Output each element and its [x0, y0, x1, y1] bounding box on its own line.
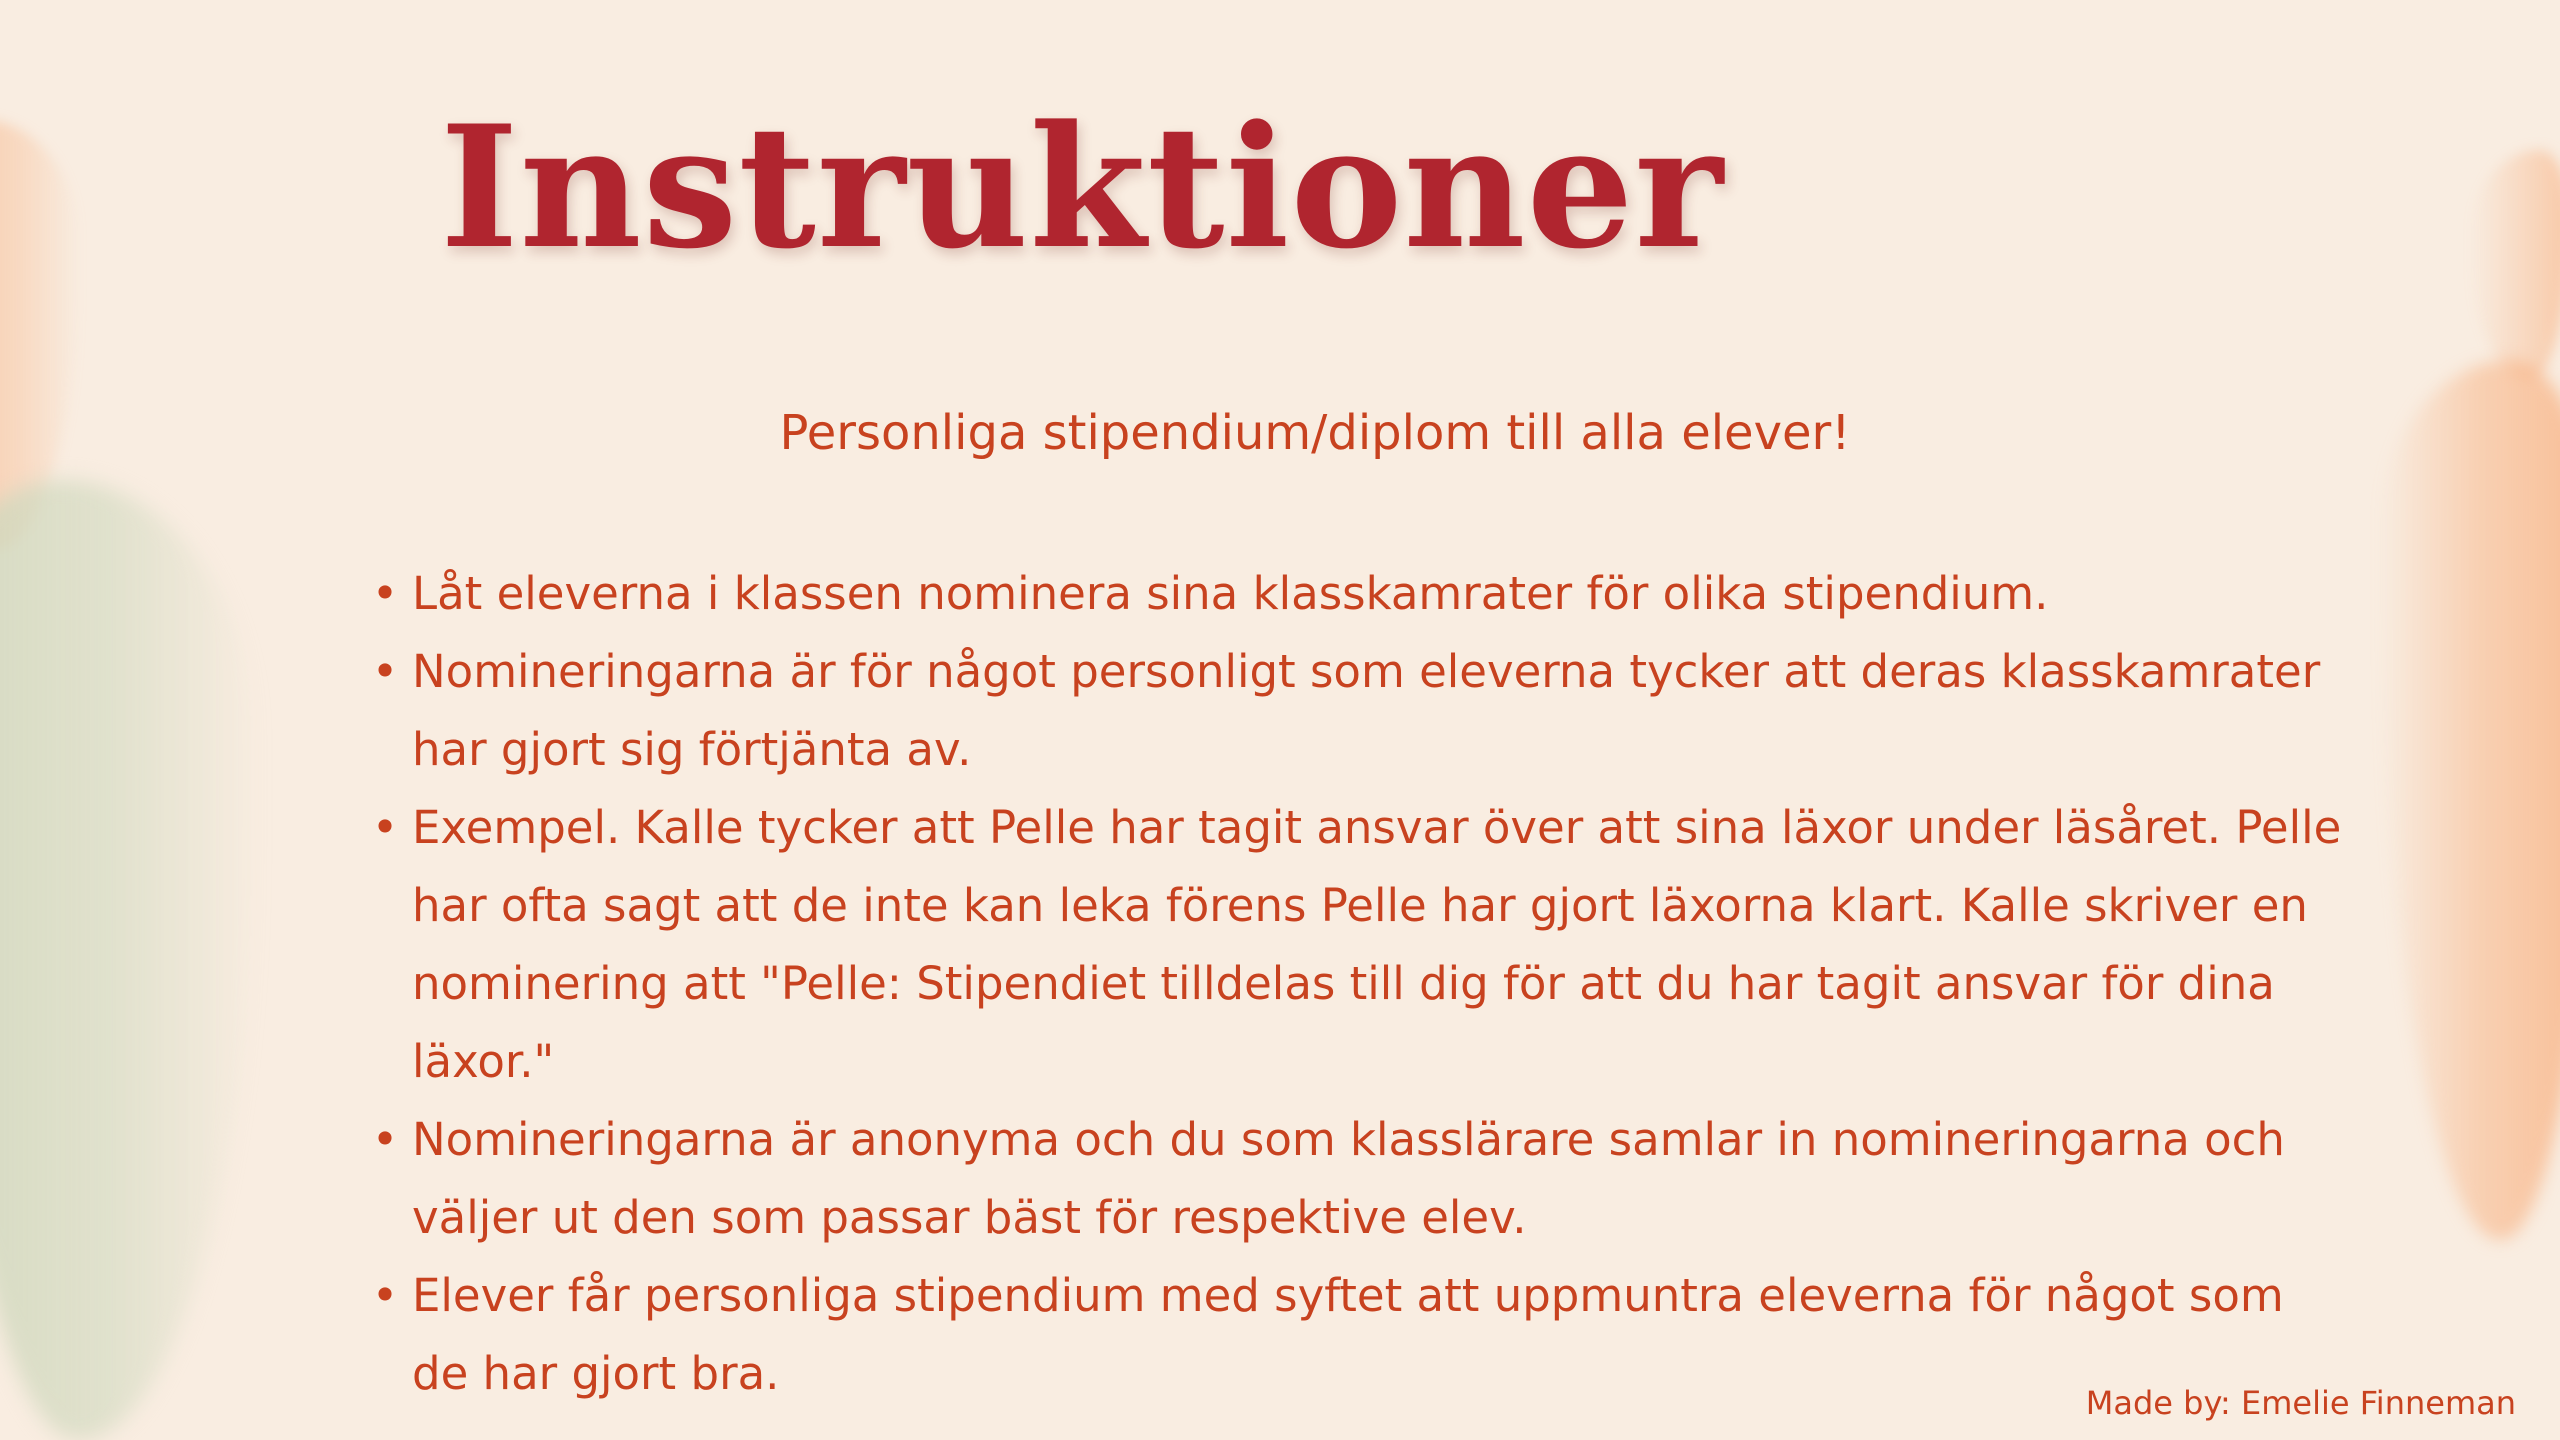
bullet-icon: • [371, 1113, 399, 1166]
instruction-text: Nomineringarna är för något personligt som eleverna tycker att deras klasskamrater har gjort sig förtjänta av. [412, 645, 2321, 776]
page-title: Instruktioner [440, 88, 1724, 286]
instruction-item [370, 1101, 2350, 1257]
decorative-green-brushstroke-left [0, 480, 260, 1440]
instruction-text: Elever får personliga stipendium med syftet att uppmuntra eleverna för något som de har gjort bra. [412, 1269, 2284, 1400]
bullet-icon: • [371, 645, 399, 698]
instruction-text: Låt eleverna i klassen nominera sina klasskamrater för olika stipendium. [412, 567, 2049, 620]
decorative-orange-brushstroke-left [0, 120, 80, 550]
instruction-item [370, 789, 2350, 1101]
bullet-icon: • [371, 801, 399, 854]
instruction-item [370, 633, 2350, 789]
instruction-text: Exempel. Kalle tycker att Pelle har tagit ansvar över att sina läxor under läsåret. Pelle har ofta sagt att de inte kan leka förens Pelle har gjort läxorna klart. Kalle skriver en nominering att "Pelle: Stipendiet tilldelas till dig för att du har tagit ansvar för dina läxor." [412, 801, 2342, 1088]
bullet-icon: • [371, 1269, 399, 1322]
decorative-orange-brushstroke-right [2380, 360, 2560, 1240]
instruction-list [370, 555, 2350, 1413]
instruction-item [370, 1257, 2350, 1413]
page-subtitle: Personliga stipendium/diplom till alla elever! [779, 405, 1851, 461]
instruction-item [370, 555, 2350, 633]
instruction-text: Nomineringarna är anonyma och du som klasslärare samlar in nomineringarna och väljer ut den som passar bäst för respektive elev. [412, 1113, 2285, 1244]
decorative-orange-brushstroke-right-top [2470, 150, 2560, 380]
bullet-icon: • [371, 567, 399, 620]
author-credit: Made by: Emelie Finneman [2085, 1384, 2516, 1422]
